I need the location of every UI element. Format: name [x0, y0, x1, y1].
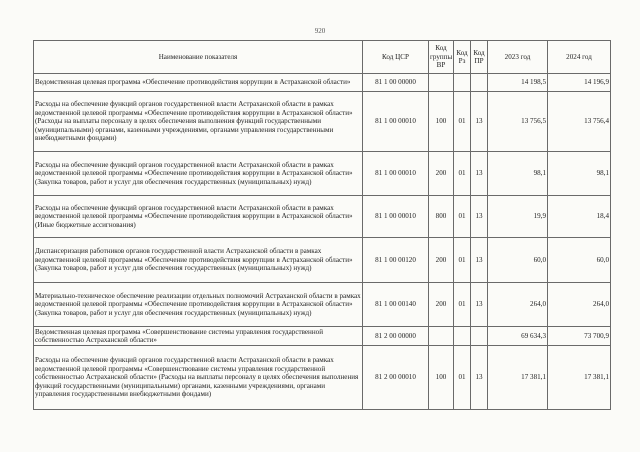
header-vr: Код группы ВР — [429, 41, 454, 74]
row-name: Расходы на обеспечение функций органов государственной власти Астраханской области в рамках ведомственной целевой программы «Совершенствование системы управления государственной собственностью Астраханской области» (Расходы на выплаты персоналу в целях обеспечения выполнения функций государственными (муниципальными) органами, казенными учреждениями, органами управления государственными внебюджетными фондами) — [34, 346, 363, 410]
row-rz — [454, 74, 471, 92]
row-vr — [429, 327, 454, 346]
header-pr: Код ПР — [471, 41, 488, 74]
row-rz: 01 — [454, 152, 471, 196]
row-name: Расходы на обеспечение функций органов государственной власти Астраханской области в рамках ведомственной целевой программы «Обеспечение противодействия коррупции в Астраханской области» (Расходы на выплаты персоналу в целях обеспечения выполнения функций государственными (муниципальными) органами, казенными учреждениями, органами управления государственными внебюджетными фондами) — [34, 92, 363, 152]
row-2023: 13 756,5 — [488, 92, 548, 152]
row-pr: 13 — [471, 346, 488, 410]
row-vr: 800 — [429, 196, 454, 238]
row-2024: 60,0 — [548, 238, 611, 283]
header-2023: 2023 год — [488, 41, 548, 74]
row-name: Материально-техническое обеспечение реализации отдельных полномочий Астраханской области в рамках ведомственной целевой программы «Обеспечение противодействия коррупции в Астраханской области» (Закупка товаров, работ и услуг для обеспечения государственных (муниципальных) нужд) — [34, 283, 363, 327]
header-rz: Код Рз — [454, 41, 471, 74]
row-pr: 13 — [471, 238, 488, 283]
row-rz: 01 — [454, 92, 471, 152]
budget-table — [33, 40, 611, 410]
row-pr: 13 — [471, 92, 488, 152]
row-rz: 01 — [454, 238, 471, 283]
row-csr: 81 1 00 00120 — [363, 238, 429, 283]
row-2024: 13 756,4 — [548, 92, 611, 152]
table-row — [34, 283, 611, 327]
row-name: Расходы на обеспечение функций органов государственной власти Астраханской области в рамках ведомственной целевой программы «Обеспечение противодействия коррупции в Астраханской области» (Закупка товаров, работ и услуг для обеспечения государственных (муниципальных) нужд) — [34, 152, 363, 196]
row-2023: 14 198,5 — [488, 74, 548, 92]
row-2024: 18,4 — [548, 196, 611, 238]
table-row — [34, 346, 611, 410]
row-name: Ведомственная целевая программа «Обеспечение противодействия коррупции в Астраханской области» — [34, 74, 363, 92]
row-rz: 01 — [454, 283, 471, 327]
table-row — [34, 152, 611, 196]
row-2023: 17 381,1 — [488, 346, 548, 410]
row-csr: 81 1 00 00010 — [363, 196, 429, 238]
row-pr: 13 — [471, 283, 488, 327]
row-2023: 98,1 — [488, 152, 548, 196]
row-pr: 13 — [471, 152, 488, 196]
row-name: Диспансеризация работников органов государственной власти Астраханской области в рамках ведомственной целевой программы «Обеспечение противодействия коррупции в Астраханской области» (Закупка товаров, работ и услуг для обеспечения государственных (муниципальных) нужд) — [34, 238, 363, 283]
row-2023: 19,9 — [488, 196, 548, 238]
table-row — [34, 74, 611, 92]
row-vr: 200 — [429, 283, 454, 327]
row-vr: 200 — [429, 238, 454, 283]
table-row — [34, 327, 611, 346]
row-name: Ведомственная целевая программа «Совершенствование системы управления государственной собственностью Астраханской области» — [34, 327, 363, 346]
table-header-row — [34, 41, 611, 74]
row-vr: 200 — [429, 152, 454, 196]
table-row — [34, 238, 611, 283]
row-csr: 81 2 00 00010 — [363, 346, 429, 410]
row-csr: 81 1 00 00010 — [363, 92, 429, 152]
row-vr — [429, 74, 454, 92]
table-row — [34, 196, 611, 238]
row-2024: 17 381,1 — [548, 346, 611, 410]
page-number: 920 — [314, 27, 326, 35]
row-vr: 100 — [429, 92, 454, 152]
row-2023: 264,0 — [488, 283, 548, 327]
table-row — [34, 92, 611, 152]
row-vr: 100 — [429, 346, 454, 410]
row-csr: 81 1 00 00000 — [363, 74, 429, 92]
row-name: Расходы на обеспечение функций органов государственной власти Астраханской области в рамках ведомственной целевой программы «Обеспечение противодействия коррупции в Астраханской области» (Иные бюджетные ассигнования) — [34, 196, 363, 238]
row-2024: 73 700,9 — [548, 327, 611, 346]
row-csr: 81 1 00 00140 — [363, 283, 429, 327]
row-rz: 01 — [454, 196, 471, 238]
row-2023: 69 634,3 — [488, 327, 548, 346]
header-csr: Код ЦСР — [363, 41, 429, 74]
row-pr: 13 — [471, 196, 488, 238]
row-rz — [454, 327, 471, 346]
row-csr: 81 1 00 00010 — [363, 152, 429, 196]
row-2024: 98,1 — [548, 152, 611, 196]
row-2023: 60,0 — [488, 238, 548, 283]
row-rz: 01 — [454, 346, 471, 410]
header-name: Наименование показателя — [34, 41, 363, 74]
row-pr — [471, 74, 488, 92]
row-2024: 264,0 — [548, 283, 611, 327]
header-2024: 2024 год — [548, 41, 611, 74]
row-pr — [471, 327, 488, 346]
row-csr: 81 2 00 00000 — [363, 327, 429, 346]
row-2024: 14 196,9 — [548, 74, 611, 92]
